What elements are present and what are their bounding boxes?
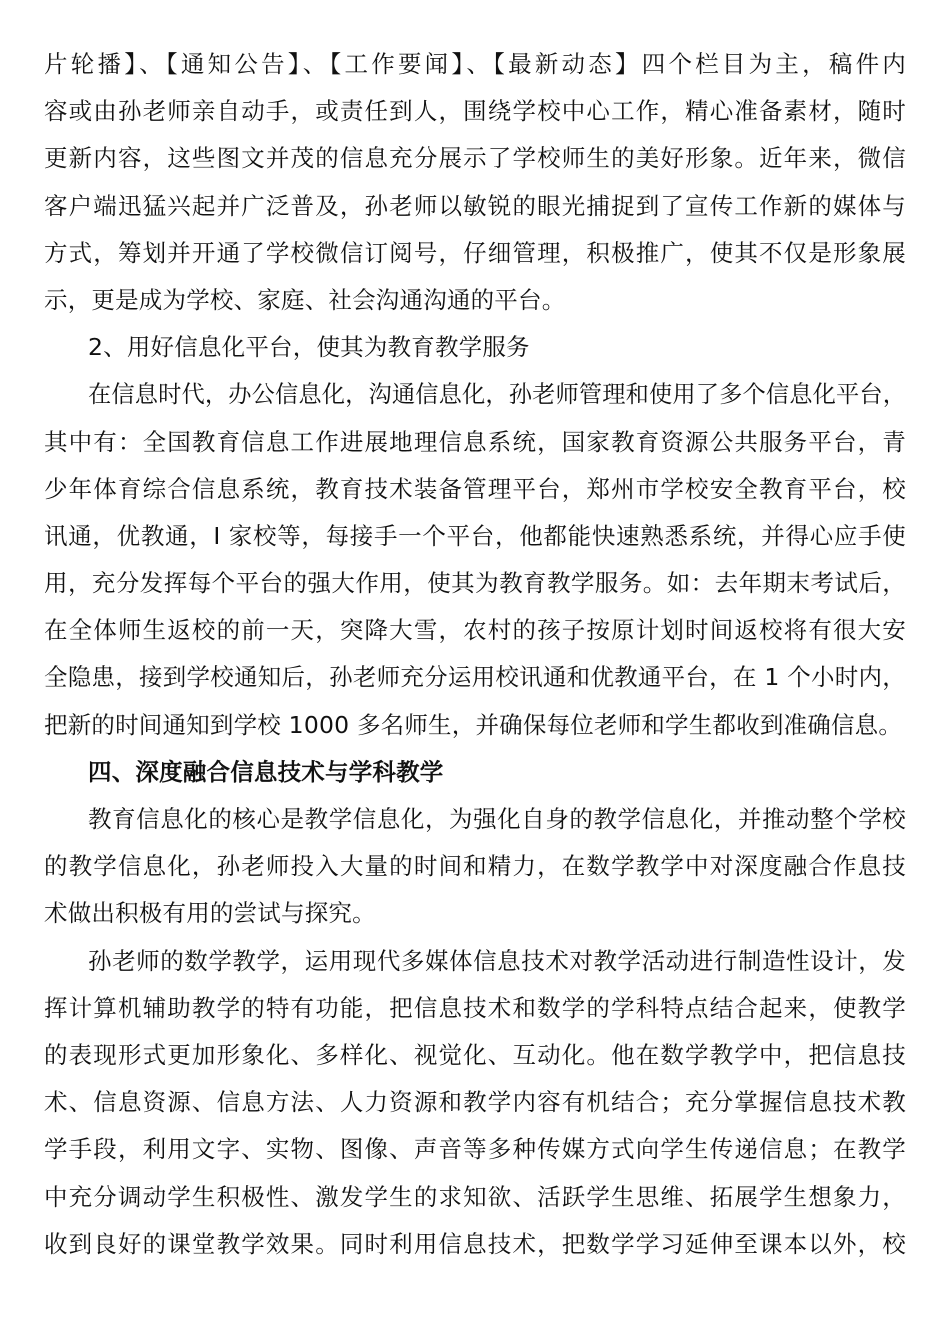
text-line: 用，充分发挥每个平台的强大作用，使其为教育教学服务。如：去年期末考试后， [44,569,906,598]
section-heading: 四、深度融合信息技术与学科教学 [88,757,444,786]
text-line: 容或由孙老师亲自动手，或责任到人，围绕学校中心工作，精心准备素材，随时 [44,97,906,126]
text-line: 教育信息化的核心是教学信息化，为强化自身的教学信息化，并推动整个学校 [88,805,906,833]
text-line: 讯通，优教通，I 家校等，每接手一个平台，他都能快速熟悉系统，并得心应手使 [44,521,906,550]
document-page [44,41,906,1268]
text-line: 片轮播】、【通知公告】、【工作要闻】、【最新动态】四个栏目为主，稿件内 [44,50,906,78]
text-line: 的教学信息化，孙老师投入大量的时间和精力，在数学教学中对深度融合作息技 [44,852,906,881]
text-line: 在信息时代，办公信息化，沟通信息化，孙老师管理和使用了多个信息化平台， [88,381,906,409]
text-line: 全隐患，接到学校通知后，孙老师充分运用校讯通和优教通平台，在 1 个小时内， [44,663,906,692]
text-line: 其中有：全国教育信息工作进展地理信息系统，国家教育资源公共服务平台，青 [44,427,906,456]
text-line: 在全体师生返校的前一天，突降大雪，农村的孩子按原计划时间返校将有很大安 [44,616,906,645]
text-line: 术做出积极有用的尝试与探究。 [44,899,376,928]
text-line: 把新的时间通知到学校 1000 多名师生，并确保每位老师和学生都收到准确信息。 [44,710,903,739]
text-line: 学手段，利用文字、实物、图像、声音等多种传媒方式向学生传递信息；在教学 [44,1135,906,1164]
text-line: 中充分调动学生积极性、激发学生的求知欲、活跃学生思维、拓展学生想象力， [44,1182,906,1211]
subsection-heading: 2、用好信息化平台，使其为教育教学服务 [88,333,530,362]
text-line: 收到良好的课堂教学效果。同时利用信息技术，把数学学习延伸至课本以外，校 [44,1229,906,1258]
text-line: 孙老师的数学教学，运用现代多媒体信息技术对教学活动进行制造性设计，发 [88,946,906,975]
text-line: 的表现形式更加形象化、多样化、视觉化、互动化。他在数学教学中，把信息技 [44,1040,906,1069]
text-line: 更新内容，这些图文并茂的信息充分展示了学校师生的美好形象。近年来，微信 [44,144,906,173]
text-line: 挥计算机辅助教学的特有功能，把信息技术和数学的学科特点结合起来，使教学 [44,993,906,1022]
text-line: 少年体育综合信息系统，教育技术装备管理平台，郑州市学校安全教育平台，校 [44,474,906,503]
text-line: 方式，筹划并开通了学校微信订阅号，仔细管理，积极推广，使其不仅是形象展 [44,238,906,267]
text-line: 术、信息资源、信息方法、人力资源和教学内容有机结合；充分掌握信息技术教 [44,1088,906,1117]
text-line: 示，更是成为学校、家庭、社会沟通沟通的平台。 [44,285,566,314]
text-line: 客户端迅猛兴起并广泛普及，孙老师以敏锐的眼光捕捉到了宣传工作新的媒体与 [44,191,906,220]
